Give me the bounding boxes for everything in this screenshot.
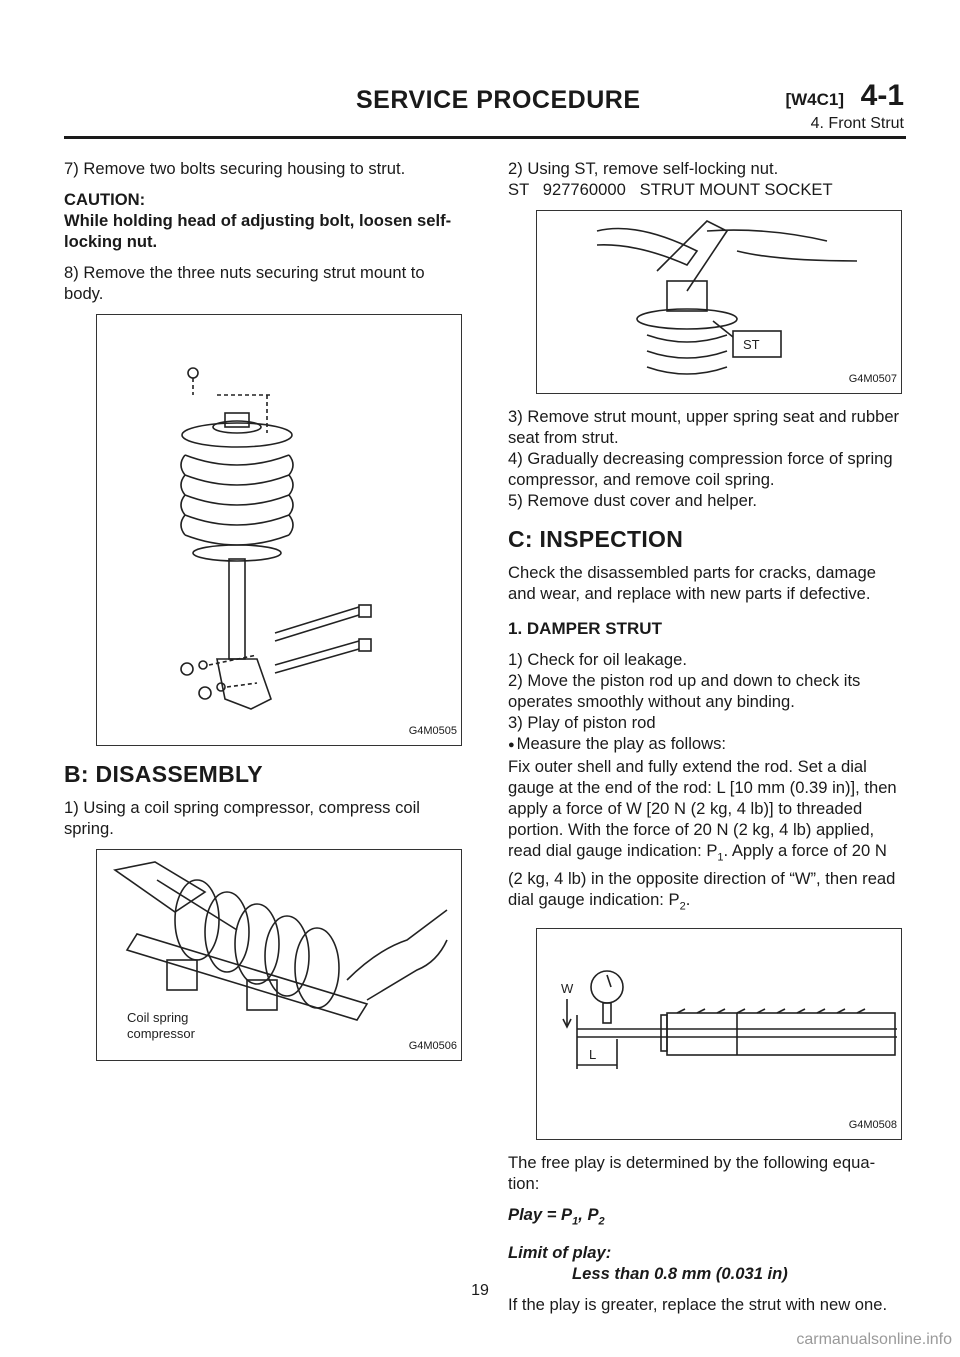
page-number: 19: [471, 1282, 489, 1299]
strut-assembly-drawing: [97, 315, 461, 745]
play-equation: Play = $P_1$, $P_2$: [508, 1204, 605, 1227]
section-subtitle: 4. Front Strut: [810, 115, 904, 132]
watermark: carmanualsonline.info: [796, 1331, 952, 1348]
caution-text: While holding head of adjusting bolt, loosen self-locking nut.: [64, 211, 452, 251]
dial-gauge-drawing: [537, 929, 901, 1139]
tool-label: ST: [743, 337, 760, 352]
inspection-final: If the play is greater, replace the strut with new one.: [508, 1294, 888, 1314]
disassembly-step-2: 2) Using ST, remove self-locking nut.: [508, 159, 779, 178]
figure-caption: G4M0507: [848, 373, 897, 385]
header-rule: [64, 136, 906, 139]
compressor-label-line1: Coil spring: [127, 1010, 189, 1025]
compressor-drawing: [97, 850, 461, 1060]
section-heading-inspection: C: INSPECTION: [508, 526, 684, 552]
disassembly-step-5: 5) Remove dust cover and helper.: [508, 491, 758, 510]
force-label: W: [561, 980, 574, 996]
figure-strut-assembly: [96, 314, 462, 746]
limit-value: Less than 0.8 mm (0.031 in): [572, 1263, 788, 1283]
disassembly-step-3: 3) Remove strut mount, upper spring seat and rubber seat from strut.: [508, 407, 900, 447]
equation-intro: The free play is determined by the following equa-tion:: [508, 1152, 876, 1193]
caution-label: CAUTION:: [64, 190, 146, 209]
disassembly-step-1: 1) Using a coil spring compressor, compress coil spring.: [64, 798, 420, 838]
inspection-bullet: ● Measure the play as follows:: [508, 733, 904, 756]
left-column: [64, 158, 460, 1073]
disassembly-step-4: 4) Gradually decreasing compression force of spring compressor, and remove coil spring.: [508, 449, 893, 489]
inspection-procedure: Fix outer shell and fully extend the rod. Set a dial gauge at the end of the rod: L [10 mm (0.39 in)], then apply a force of W [20 N (2 kg, 4 lb)] to threaded portion. With the force of 20 N (2 kg, 4 lb) applied, read dial gauge indication: $P_1$. Apply a force of 20 N (2 kg, 4 lb) in the opposite direction of “W”, then read dial gauge indication: $P_2$.: [508, 757, 897, 913]
inspection-intro: Check the disassembled parts for cracks, damage and wear, and replace with new parts if defective.: [508, 563, 876, 603]
figure-caption: G4M0505: [408, 725, 457, 737]
inspection-step-1: 1) Check for oil leakage.: [508, 650, 687, 669]
section-heading-disassembly: B: DISASSEMBLY: [64, 761, 263, 787]
step-8: 8) Remove the three nuts securing strut mount to body.: [64, 263, 425, 303]
page-header: [64, 76, 904, 136]
limit-label: Limit of play:: [508, 1242, 612, 1262]
page-title: SERVICE PROCEDURE: [356, 86, 641, 114]
subheading-damper-strut: 1. DAMPER STRUT: [508, 619, 662, 638]
compressor-label-line2: compressor: [127, 1026, 195, 1041]
figure-dial-gauge: [536, 928, 902, 1140]
figure-strut-mount-socket: [536, 210, 902, 394]
strut-mount-socket-drawing: [537, 211, 901, 393]
section-code: [W4C1]: [785, 90, 844, 109]
inspection-step-3: 3) Play of piston rod: [508, 713, 656, 732]
right-column: [508, 158, 904, 1325]
figure-coil-spring-compressor: [96, 849, 462, 1061]
figure-caption: G4M0508: [848, 1118, 897, 1131]
section-number: 4-1: [860, 79, 904, 112]
inspection-step-2: 2) Move the piston rod up and down to check its operates smoothly without any binding.: [508, 671, 861, 711]
step-7: 7) Remove two bolts securing housing to strut.: [64, 159, 406, 178]
figure-caption: G4M0506: [408, 1040, 457, 1052]
length-label: L: [589, 1046, 597, 1062]
special-tool-line: ST 927760000 STRUT MOUNT SOCKET: [508, 180, 833, 199]
